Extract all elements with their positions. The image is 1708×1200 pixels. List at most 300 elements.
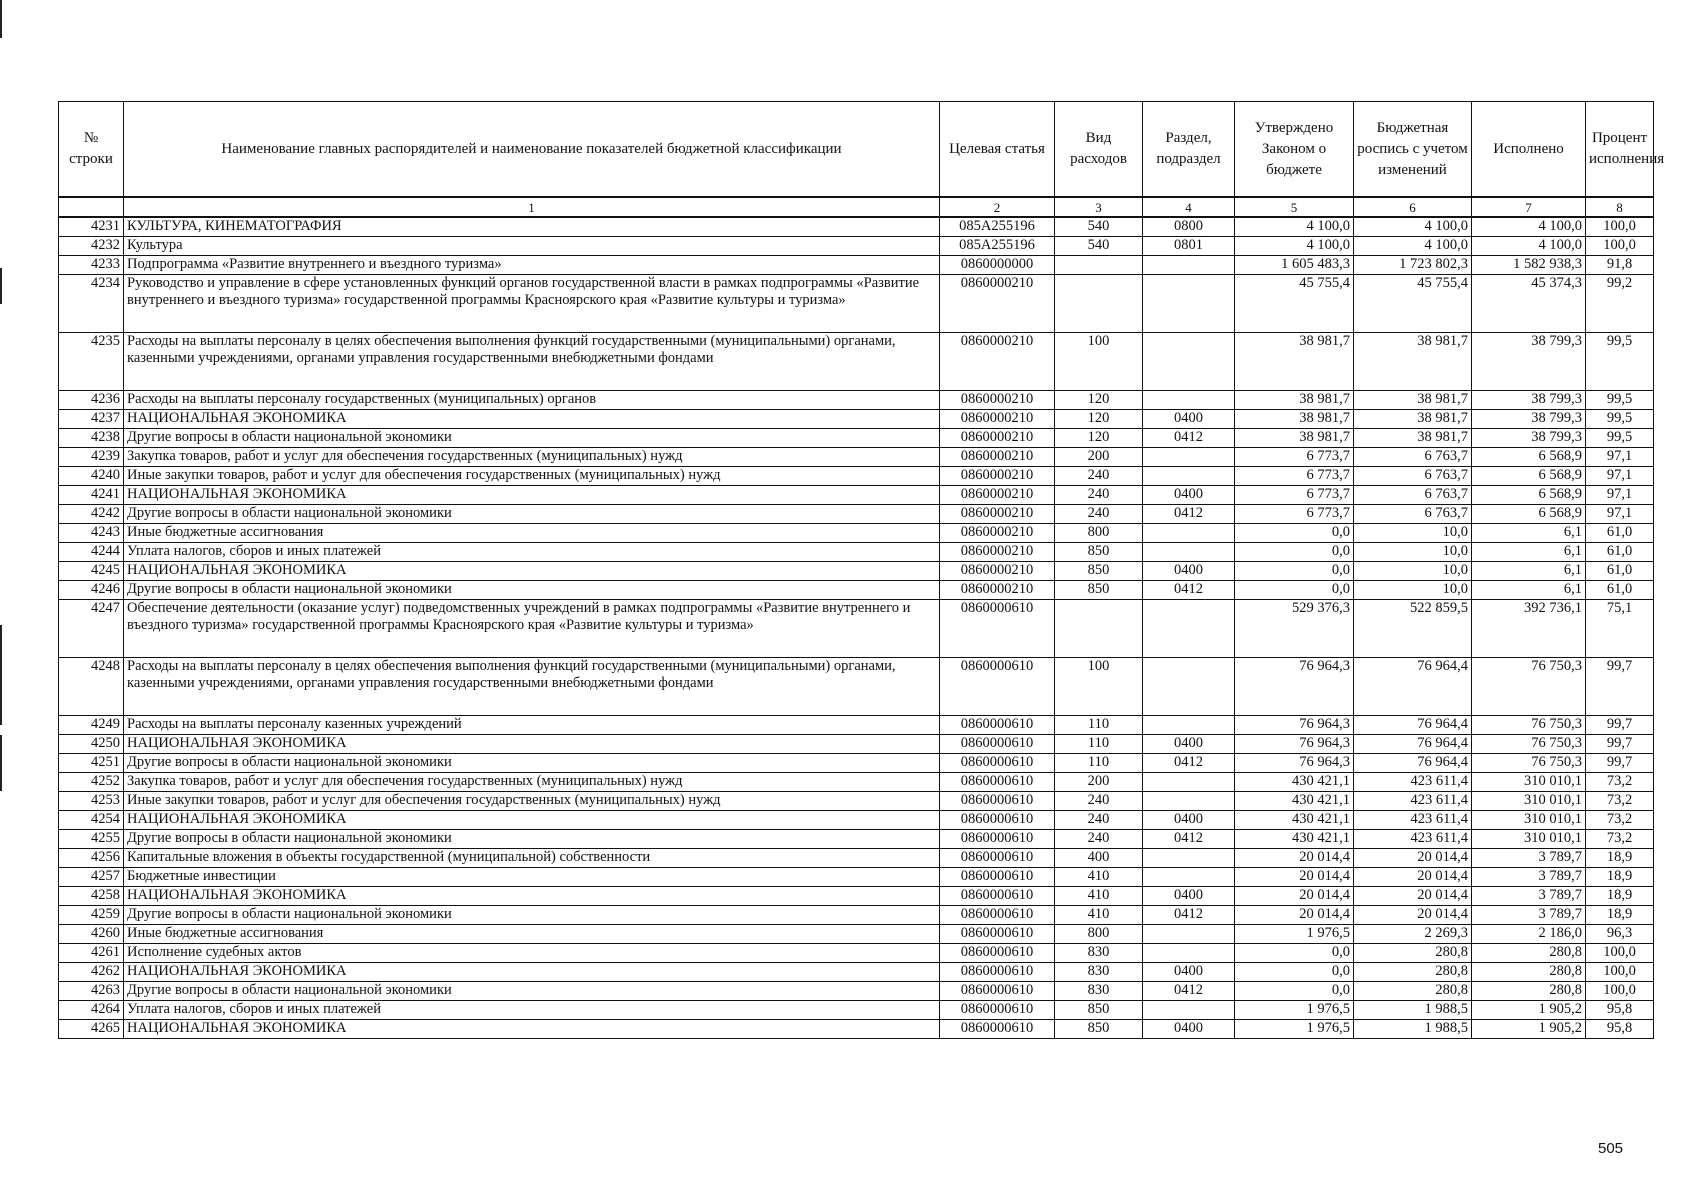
column-number: 8 — [1586, 197, 1654, 217]
header-section: Раздел, подраздел — [1143, 102, 1235, 198]
row-name: Расходы на выплаты персоналу в целях обеспечения выполнения функций государственными (муниципальными) органами, казенными учреждениями, органами управления государственными внебюджетными фондами — [124, 657, 940, 715]
row-number: 4256 — [59, 848, 124, 867]
row-percent: 99,5 — [1586, 390, 1654, 409]
budget-execution-table — [58, 101, 1665, 1039]
table-row — [59, 943, 1654, 962]
row-target-article: 0860000610 — [940, 753, 1055, 772]
row-section: 0412 — [1143, 905, 1235, 924]
row-number: 4249 — [59, 715, 124, 734]
row-approved: 529 376,3 — [1235, 599, 1354, 657]
header-name: Наименование главных распорядителей и наименование показателей бюджетной классификации — [124, 102, 940, 198]
row-approved: 6 773,7 — [1235, 504, 1354, 523]
row-section — [1143, 390, 1235, 409]
row-target-article: 0860000210 — [940, 428, 1055, 447]
row-name: Закупка товаров, работ и услуг для обеспечения государственных (муниципальных) нужд — [124, 447, 940, 466]
row-executed: 310 010,1 — [1472, 810, 1586, 829]
row-percent: 61,0 — [1586, 523, 1654, 542]
row-name: Уплата налогов, сборов и иных платежей — [124, 1000, 940, 1019]
row-revised: 38 981,7 — [1354, 390, 1472, 409]
column-number: 5 — [1235, 197, 1354, 217]
row-target-article: 0860000610 — [940, 886, 1055, 905]
row-expense-kind: 830 — [1055, 962, 1143, 981]
row-name: НАЦИОНАЛЬНАЯ ЭКОНОМИКА — [124, 409, 940, 428]
row-approved: 1 605 483,3 — [1235, 255, 1354, 274]
row-revised: 76 964,4 — [1354, 715, 1472, 734]
scan-edge-mark — [0, 268, 2, 304]
row-approved: 1 976,5 — [1235, 924, 1354, 943]
row-section — [1143, 715, 1235, 734]
row-target-article: 0860000610 — [940, 867, 1055, 886]
row-expense-kind: 850 — [1055, 561, 1143, 580]
row-approved: 38 981,7 — [1235, 409, 1354, 428]
row-expense-kind: 200 — [1055, 772, 1143, 791]
row-number: 4247 — [59, 599, 124, 657]
table-row — [59, 791, 1654, 810]
row-section — [1143, 657, 1235, 715]
row-target-article: 0860000210 — [940, 542, 1055, 561]
row-executed: 3 789,7 — [1472, 848, 1586, 867]
row-approved: 0,0 — [1235, 561, 1354, 580]
row-executed: 6 568,9 — [1472, 485, 1586, 504]
row-approved: 6 773,7 — [1235, 466, 1354, 485]
row-executed: 76 750,3 — [1472, 715, 1586, 734]
row-name: Культура — [124, 236, 940, 255]
row-approved: 6 773,7 — [1235, 447, 1354, 466]
row-executed: 392 736,1 — [1472, 599, 1586, 657]
table-row — [59, 561, 1654, 580]
row-percent: 73,2 — [1586, 791, 1654, 810]
row-revised: 4 100,0 — [1354, 236, 1472, 255]
row-approved: 6 773,7 — [1235, 485, 1354, 504]
row-revised: 522 859,5 — [1354, 599, 1472, 657]
row-percent: 61,0 — [1586, 561, 1654, 580]
table-row — [59, 390, 1654, 409]
row-target-article: 0860000610 — [940, 962, 1055, 981]
row-section — [1143, 848, 1235, 867]
row-section — [1143, 924, 1235, 943]
row-target-article: 0860000610 — [940, 657, 1055, 715]
row-section: 0400 — [1143, 561, 1235, 580]
row-expense-kind: 110 — [1055, 753, 1143, 772]
table-row — [59, 657, 1654, 715]
row-approved: 76 964,3 — [1235, 657, 1354, 715]
row-revised: 280,8 — [1354, 943, 1472, 962]
row-target-article: 0860000610 — [940, 943, 1055, 962]
row-target-article: 0860000610 — [940, 924, 1055, 943]
row-expense-kind: 120 — [1055, 409, 1143, 428]
table-row — [59, 829, 1654, 848]
row-percent: 97,1 — [1586, 447, 1654, 466]
table-row — [59, 466, 1654, 485]
row-name: Другие вопросы в области национальной экономики — [124, 428, 940, 447]
table-row — [59, 753, 1654, 772]
column-number: 3 — [1055, 197, 1143, 217]
row-number: 4253 — [59, 791, 124, 810]
row-section — [1143, 466, 1235, 485]
row-number: 4245 — [59, 561, 124, 580]
row-executed: 2 186,0 — [1472, 924, 1586, 943]
row-percent: 99,7 — [1586, 715, 1654, 734]
row-number: 4250 — [59, 734, 124, 753]
row-approved: 0,0 — [1235, 542, 1354, 561]
row-number: 4251 — [59, 753, 124, 772]
table-row — [59, 905, 1654, 924]
table-row — [59, 1019, 1654, 1038]
row-approved: 38 981,7 — [1235, 390, 1354, 409]
row-expense-kind: 240 — [1055, 791, 1143, 810]
row-number: 4257 — [59, 867, 124, 886]
row-target-article: 0860000210 — [940, 409, 1055, 428]
row-name: НАЦИОНАЛЬНАЯ ЭКОНОМИКА — [124, 734, 940, 753]
row-executed: 3 789,7 — [1472, 905, 1586, 924]
header-percent: Процент исполнения — [1586, 102, 1654, 198]
table-row — [59, 236, 1654, 255]
row-section — [1143, 447, 1235, 466]
row-approved: 76 964,3 — [1235, 753, 1354, 772]
row-approved: 430 421,1 — [1235, 772, 1354, 791]
header-approved: Утверждено Законом о бюджете — [1235, 102, 1354, 198]
row-name: Закупка товаров, работ и услуг для обеспечения государственных (муниципальных) нужд — [124, 772, 940, 791]
row-approved: 1 976,5 — [1235, 1000, 1354, 1019]
table-row — [59, 332, 1654, 390]
row-section: 0800 — [1143, 217, 1235, 236]
row-expense-kind: 540 — [1055, 217, 1143, 236]
row-revised: 423 611,4 — [1354, 810, 1472, 829]
row-percent: 99,5 — [1586, 409, 1654, 428]
row-percent: 95,8 — [1586, 1000, 1654, 1019]
row-name: Расходы на выплаты персоналу в целях обеспечения выполнения функций государственными (муниципальными) органами, казенными учреждениями, органами управления государственными внебюджетными фондами — [124, 332, 940, 390]
table-row — [59, 255, 1654, 274]
table-row — [59, 734, 1654, 753]
row-number: 4239 — [59, 447, 124, 466]
row-number: 4231 — [59, 217, 124, 236]
row-section: 0400 — [1143, 409, 1235, 428]
row-number: 4248 — [59, 657, 124, 715]
row-section: 0412 — [1143, 753, 1235, 772]
row-name: НАЦИОНАЛЬНАЯ ЭКОНОМИКА — [124, 1019, 940, 1038]
table-row — [59, 1000, 1654, 1019]
row-name: Расходы на выплаты персоналу казенных учреждений — [124, 715, 940, 734]
row-name: НАЦИОНАЛЬНАЯ ЭКОНОМИКА — [124, 886, 940, 905]
row-expense-kind: 800 — [1055, 523, 1143, 542]
row-expense-kind: 240 — [1055, 810, 1143, 829]
row-approved: 1 976,5 — [1235, 1019, 1354, 1038]
row-approved: 0,0 — [1235, 580, 1354, 599]
row-name: НАЦИОНАЛЬНАЯ ЭКОНОМИКА — [124, 485, 940, 504]
row-section: 0412 — [1143, 981, 1235, 1000]
row-executed: 4 100,0 — [1472, 217, 1586, 236]
row-number: 4235 — [59, 332, 124, 390]
row-executed: 310 010,1 — [1472, 772, 1586, 791]
header-executed: Исполнено — [1472, 102, 1586, 198]
table-row — [59, 580, 1654, 599]
row-revised: 1 988,5 — [1354, 1000, 1472, 1019]
row-percent: 75,1 — [1586, 599, 1654, 657]
row-percent: 73,2 — [1586, 772, 1654, 791]
row-name: НАЦИОНАЛЬНАЯ ЭКОНОМИКА — [124, 962, 940, 981]
row-percent: 18,9 — [1586, 886, 1654, 905]
row-executed: 4 100,0 — [1472, 236, 1586, 255]
row-revised: 4 100,0 — [1354, 217, 1472, 236]
row-revised: 423 611,4 — [1354, 772, 1472, 791]
row-executed: 3 789,7 — [1472, 886, 1586, 905]
row-approved: 20 014,4 — [1235, 848, 1354, 867]
row-revised: 6 763,7 — [1354, 447, 1472, 466]
row-section: 0412 — [1143, 428, 1235, 447]
row-target-article: 0860000210 — [940, 561, 1055, 580]
row-approved: 0,0 — [1235, 943, 1354, 962]
row-name: Капитальные вложения в объекты государственной (муниципальной) собственности — [124, 848, 940, 867]
table-row — [59, 848, 1654, 867]
row-percent: 99,7 — [1586, 657, 1654, 715]
row-number: 4238 — [59, 428, 124, 447]
row-executed: 38 799,3 — [1472, 390, 1586, 409]
row-section: 0412 — [1143, 504, 1235, 523]
row-approved: 4 100,0 — [1235, 217, 1354, 236]
scan-edge-mark — [0, 625, 2, 725]
row-expense-kind: 410 — [1055, 905, 1143, 924]
row-number: 4264 — [59, 1000, 124, 1019]
row-expense-kind: 100 — [1055, 332, 1143, 390]
row-target-article: 0860000210 — [940, 504, 1055, 523]
row-revised: 38 981,7 — [1354, 409, 1472, 428]
row-expense-kind: 240 — [1055, 485, 1143, 504]
header-expense-kind: Вид расходов — [1055, 102, 1143, 198]
row-revised: 10,0 — [1354, 523, 1472, 542]
table-row — [59, 447, 1654, 466]
row-executed: 310 010,1 — [1472, 791, 1586, 810]
row-name: Подпрограмма «Развитие внутреннего и въездного туризма» — [124, 255, 940, 274]
row-section — [1143, 772, 1235, 791]
row-expense-kind: 120 — [1055, 390, 1143, 409]
column-number: 1 — [124, 197, 940, 217]
row-section: 0400 — [1143, 962, 1235, 981]
row-expense-kind: 850 — [1055, 542, 1143, 561]
row-revised: 10,0 — [1354, 542, 1472, 561]
row-number: 4232 — [59, 236, 124, 255]
row-expense-kind — [1055, 255, 1143, 274]
row-target-article: 0860000610 — [940, 734, 1055, 753]
table-row — [59, 428, 1654, 447]
row-executed: 280,8 — [1472, 981, 1586, 1000]
row-percent: 96,3 — [1586, 924, 1654, 943]
row-number: 4243 — [59, 523, 124, 542]
row-percent: 97,1 — [1586, 466, 1654, 485]
row-name: Иные закупки товаров, работ и услуг для обеспечения государственных (муниципальных) нужд — [124, 791, 940, 810]
row-number: 4252 — [59, 772, 124, 791]
row-number: 4240 — [59, 466, 124, 485]
row-approved: 0,0 — [1235, 962, 1354, 981]
row-target-article: 0860000210 — [940, 390, 1055, 409]
row-target-article: 085А255196 — [940, 236, 1055, 255]
row-revised: 76 964,4 — [1354, 657, 1472, 715]
row-target-article: 0860000610 — [940, 599, 1055, 657]
row-target-article: 0860000610 — [940, 829, 1055, 848]
row-number: 4262 — [59, 962, 124, 981]
row-target-article: 0860000210 — [940, 274, 1055, 332]
row-executed: 76 750,3 — [1472, 734, 1586, 753]
row-expense-kind: 850 — [1055, 1019, 1143, 1038]
row-approved: 430 421,1 — [1235, 791, 1354, 810]
row-section — [1143, 274, 1235, 332]
row-name: НАЦИОНАЛЬНАЯ ЭКОНОМИКА — [124, 810, 940, 829]
row-name: Уплата налогов, сборов и иных платежей — [124, 542, 940, 561]
row-revised: 1 988,5 — [1354, 1019, 1472, 1038]
column-number: 7 — [1472, 197, 1586, 217]
row-number: 4255 — [59, 829, 124, 848]
row-approved: 430 421,1 — [1235, 810, 1354, 829]
row-percent: 95,8 — [1586, 1019, 1654, 1038]
row-target-article: 0860000610 — [940, 810, 1055, 829]
table-row — [59, 810, 1654, 829]
row-percent: 73,2 — [1586, 810, 1654, 829]
row-revised: 20 014,4 — [1354, 867, 1472, 886]
row-approved: 38 981,7 — [1235, 428, 1354, 447]
row-name: Исполнение судебных актов — [124, 943, 940, 962]
row-expense-kind — [1055, 274, 1143, 332]
row-expense-kind: 240 — [1055, 466, 1143, 485]
row-executed: 38 799,3 — [1472, 409, 1586, 428]
row-percent: 61,0 — [1586, 542, 1654, 561]
row-target-article: 0860000610 — [940, 791, 1055, 810]
row-executed: 1 905,2 — [1472, 1019, 1586, 1038]
row-expense-kind: 200 — [1055, 447, 1143, 466]
row-revised: 38 981,7 — [1354, 428, 1472, 447]
row-target-article: 0860000610 — [940, 1019, 1055, 1038]
row-revised: 76 964,4 — [1354, 734, 1472, 753]
row-percent: 91,8 — [1586, 255, 1654, 274]
row-expense-kind: 400 — [1055, 848, 1143, 867]
row-approved: 430 421,1 — [1235, 829, 1354, 848]
row-section: 0400 — [1143, 734, 1235, 753]
header-target-article: Целевая статья — [940, 102, 1055, 198]
row-target-article: 0860000210 — [940, 485, 1055, 504]
row-approved: 0,0 — [1235, 981, 1354, 1000]
row-percent: 18,9 — [1586, 905, 1654, 924]
column-number: 6 — [1354, 197, 1472, 217]
row-executed: 6,1 — [1472, 523, 1586, 542]
row-target-article: 0860000610 — [940, 715, 1055, 734]
row-number: 4259 — [59, 905, 124, 924]
row-expense-kind — [1055, 599, 1143, 657]
row-target-article: 085А255196 — [940, 217, 1055, 236]
row-target-article: 0860000210 — [940, 466, 1055, 485]
row-percent: 100,0 — [1586, 236, 1654, 255]
table-row — [59, 715, 1654, 734]
row-number: 4258 — [59, 886, 124, 905]
row-expense-kind: 850 — [1055, 1000, 1143, 1019]
row-executed: 76 750,3 — [1472, 753, 1586, 772]
row-approved: 20 014,4 — [1235, 905, 1354, 924]
row-expense-kind: 110 — [1055, 715, 1143, 734]
row-expense-kind: 540 — [1055, 236, 1143, 255]
row-revised: 423 611,4 — [1354, 829, 1472, 848]
row-executed: 280,8 — [1472, 962, 1586, 981]
row-target-article: 0860000000 — [940, 255, 1055, 274]
row-expense-kind: 850 — [1055, 580, 1143, 599]
row-approved: 4 100,0 — [1235, 236, 1354, 255]
row-name: Другие вопросы в области национальной экономики — [124, 981, 940, 1000]
row-revised: 6 763,7 — [1354, 504, 1472, 523]
header-revised: Бюджетная роспись с учетом изменений — [1354, 102, 1472, 198]
row-section: 0412 — [1143, 580, 1235, 599]
row-section — [1143, 943, 1235, 962]
row-section: 0801 — [1143, 236, 1235, 255]
row-section — [1143, 599, 1235, 657]
column-number: 4 — [1143, 197, 1235, 217]
row-expense-kind: 830 — [1055, 981, 1143, 1000]
table-row — [59, 599, 1654, 657]
table-row — [59, 981, 1654, 1000]
row-approved: 76 964,3 — [1235, 715, 1354, 734]
header-row-no: № строки — [59, 102, 124, 198]
row-percent: 18,9 — [1586, 867, 1654, 886]
row-section: 0400 — [1143, 1019, 1235, 1038]
row-percent: 73,2 — [1586, 829, 1654, 848]
table-row — [59, 867, 1654, 886]
row-number: 4236 — [59, 390, 124, 409]
row-percent: 97,1 — [1586, 485, 1654, 504]
row-name: Руководство и управление в сфере установленных функций органов государственной власти в рамках подпрограммы «Развитие внутреннего и въездного туризма» государственной программы Красноярского края «Развитие культуры и туризма» — [124, 274, 940, 332]
row-number: 4263 — [59, 981, 124, 1000]
row-approved: 76 964,3 — [1235, 734, 1354, 753]
row-revised: 280,8 — [1354, 962, 1472, 981]
table-row — [59, 485, 1654, 504]
row-expense-kind: 410 — [1055, 867, 1143, 886]
table-row — [59, 274, 1654, 332]
table-row — [59, 962, 1654, 981]
row-number: 4265 — [59, 1019, 124, 1038]
row-executed: 280,8 — [1472, 943, 1586, 962]
row-target-article: 0860000210 — [940, 580, 1055, 599]
row-target-article: 0860000210 — [940, 523, 1055, 542]
row-number: 4254 — [59, 810, 124, 829]
page-number: 505 — [1598, 1140, 1624, 1157]
row-number: 4233 — [59, 255, 124, 274]
row-executed: 38 799,3 — [1472, 332, 1586, 390]
row-revised: 20 014,4 — [1354, 886, 1472, 905]
row-section: 0400 — [1143, 810, 1235, 829]
row-revised: 20 014,4 — [1354, 848, 1472, 867]
row-name: Другие вопросы в области национальной экономики — [124, 504, 940, 523]
row-percent: 99,5 — [1586, 332, 1654, 390]
row-number: 4260 — [59, 924, 124, 943]
row-section — [1143, 255, 1235, 274]
row-executed: 310 010,1 — [1472, 829, 1586, 848]
row-revised: 423 611,4 — [1354, 791, 1472, 810]
row-name: Другие вопросы в области национальной экономики — [124, 905, 940, 924]
row-percent: 100,0 — [1586, 962, 1654, 981]
column-number: 2 — [940, 197, 1055, 217]
row-section: 0412 — [1143, 829, 1235, 848]
row-name: НАЦИОНАЛЬНАЯ ЭКОНОМИКА — [124, 561, 940, 580]
row-executed: 1 582 938,3 — [1472, 255, 1586, 274]
row-section — [1143, 332, 1235, 390]
row-percent: 99,7 — [1586, 753, 1654, 772]
row-section — [1143, 1000, 1235, 1019]
row-percent: 100,0 — [1586, 943, 1654, 962]
row-number: 4242 — [59, 504, 124, 523]
row-name: Обеспечение деятельности (оказание услуг) подведомственных учреждений в рамках подпрограммы «Развитие внутреннего и въездного туризма» государственной программы Красноярского края «Развитие культуры и туризма» — [124, 599, 940, 657]
row-section: 0400 — [1143, 485, 1235, 504]
row-executed: 6,1 — [1472, 561, 1586, 580]
row-expense-kind: 830 — [1055, 943, 1143, 962]
row-expense-kind: 240 — [1055, 829, 1143, 848]
row-percent: 100,0 — [1586, 217, 1654, 236]
row-approved: 38 981,7 — [1235, 332, 1354, 390]
table-row — [59, 924, 1654, 943]
row-name: Бюджетные инвестиции — [124, 867, 940, 886]
